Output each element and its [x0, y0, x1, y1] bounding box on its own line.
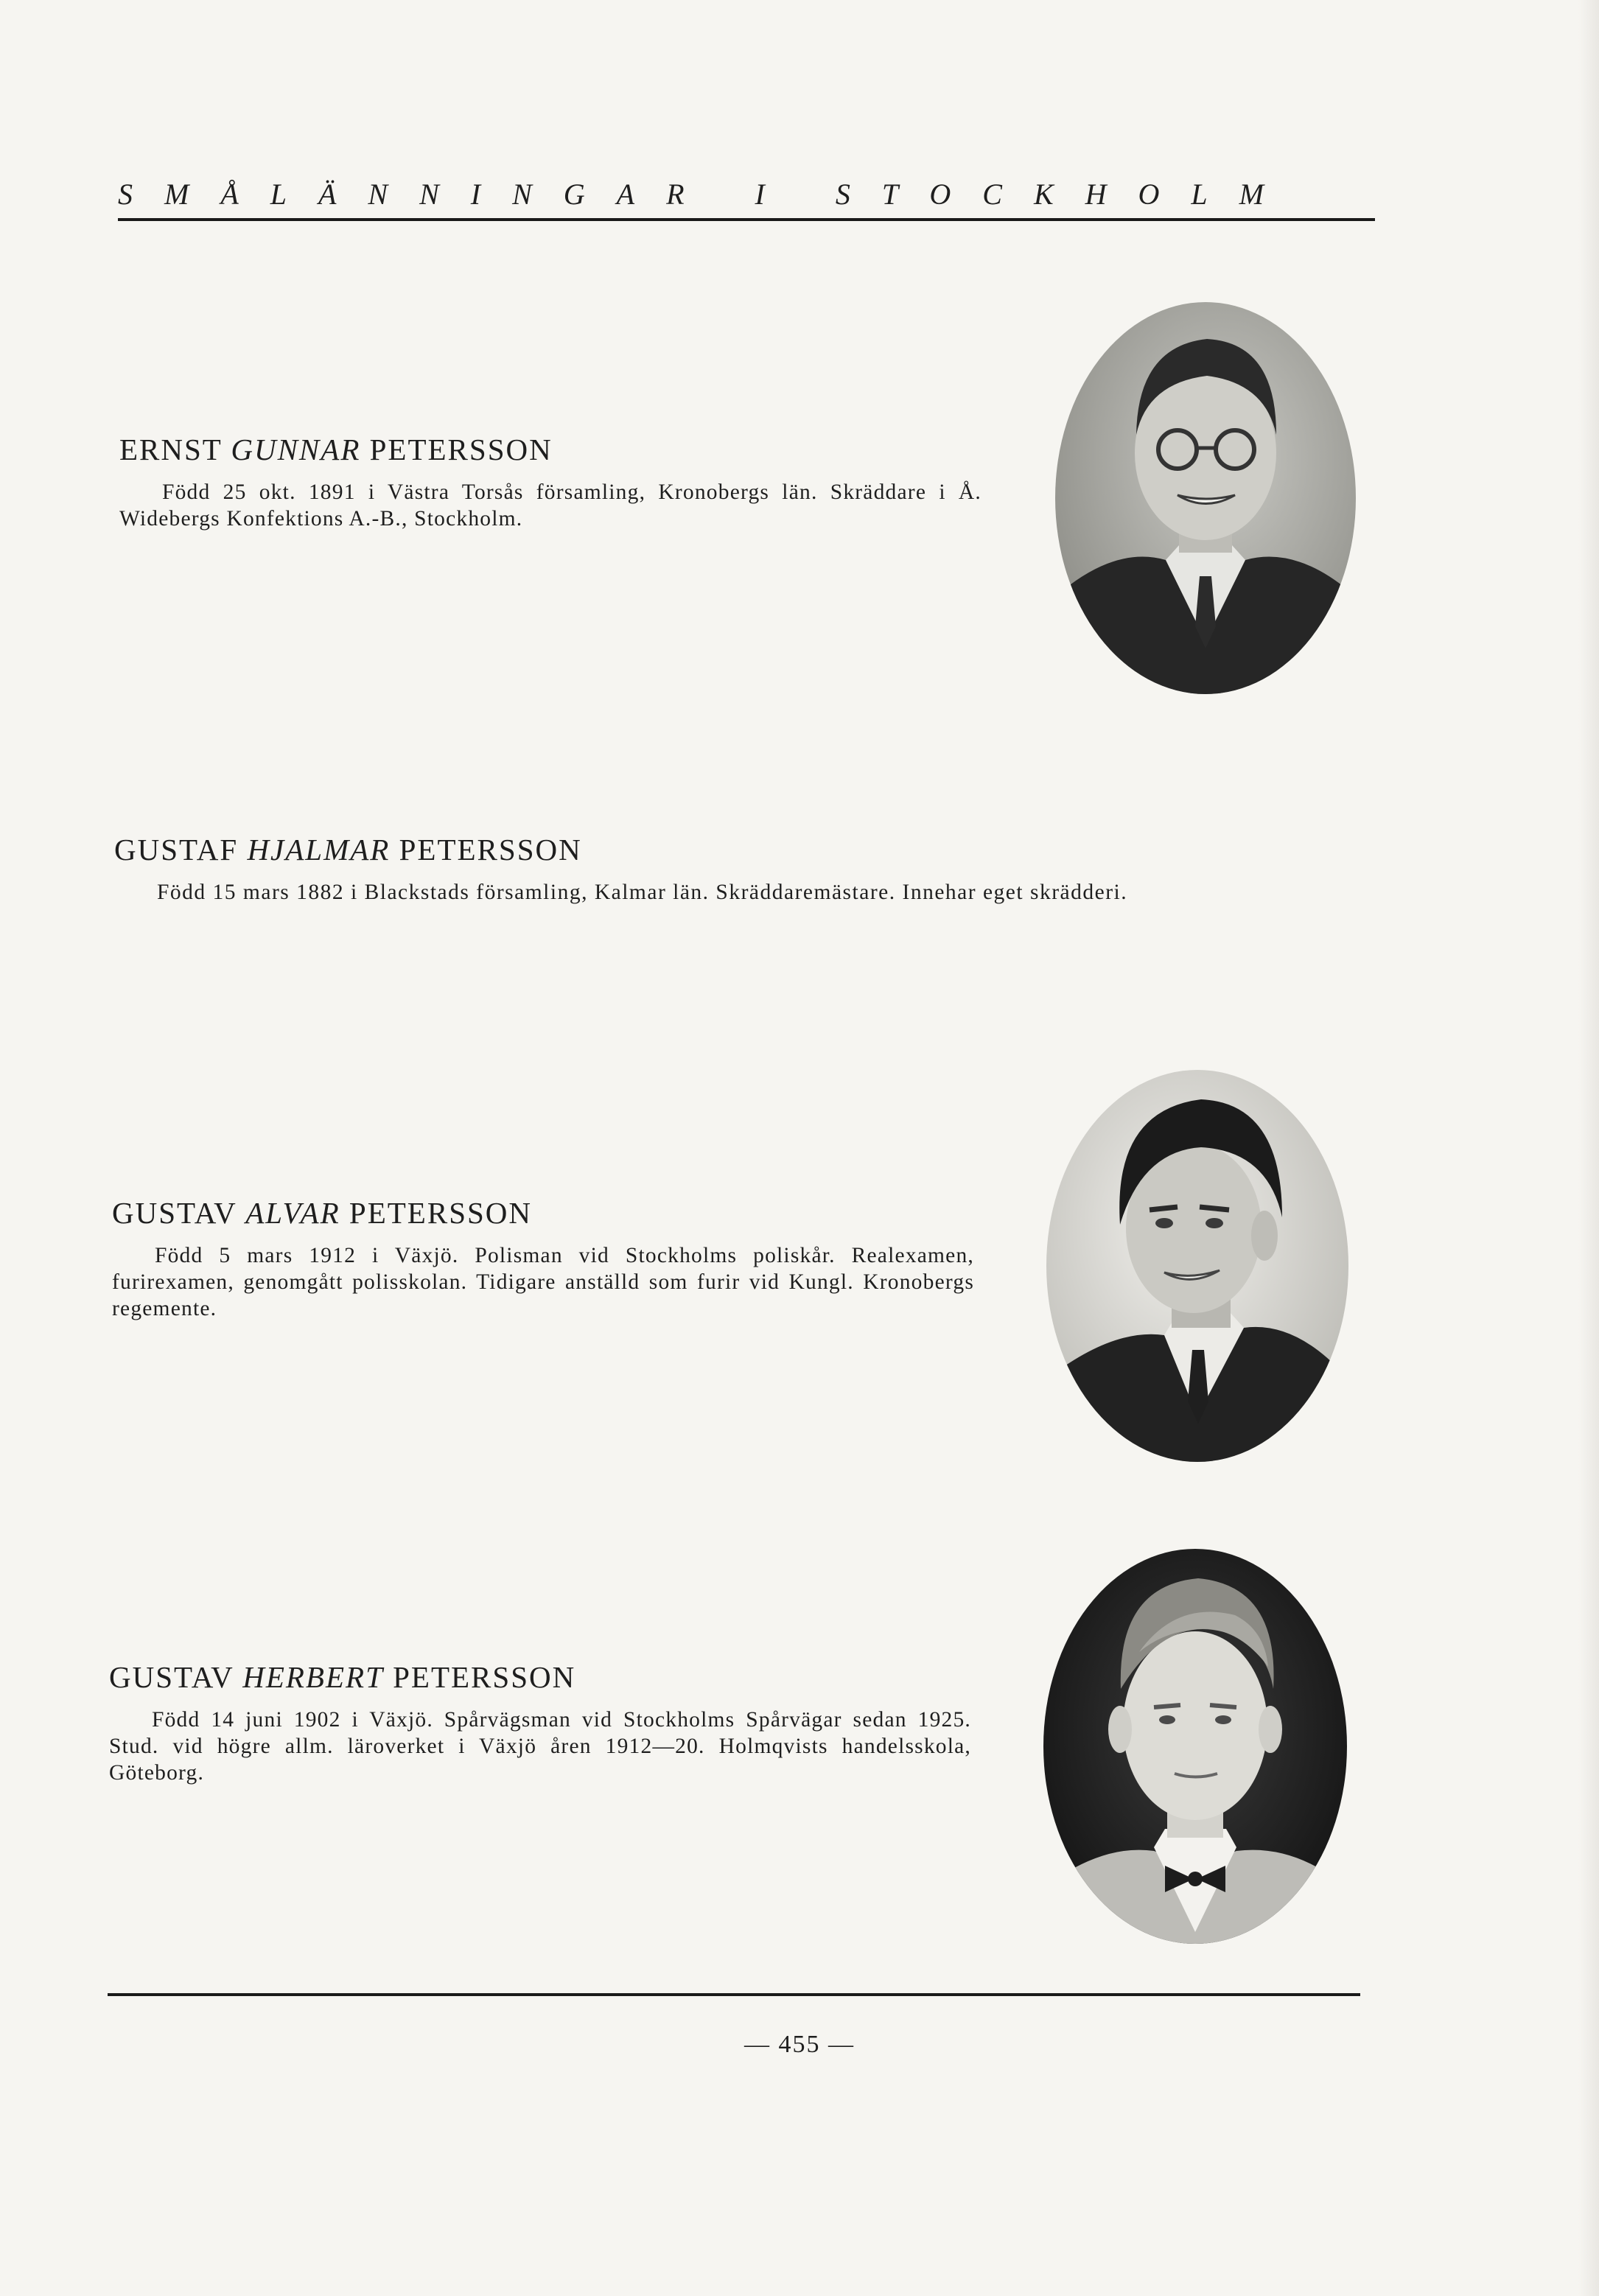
first-name: ERNST	[119, 433, 223, 466]
given-name: GUNNAR	[231, 433, 361, 466]
biography-entry	[114, 830, 1382, 906]
portrait-photo	[1055, 302, 1356, 694]
portrait-photo	[1043, 1549, 1347, 1944]
given-name: ALVAR	[245, 1196, 340, 1230]
page-edge-shadow	[1578, 0, 1599, 2296]
biography-entry	[119, 430, 982, 532]
running-head: SMÅLÄNNINGAR I STOCKHOLM	[118, 178, 1295, 211]
person-name	[114, 830, 1382, 869]
surname: PETERSSON	[399, 833, 582, 867]
given-name: HERBERT	[242, 1660, 384, 1694]
first-name: GUSTAF	[114, 833, 239, 867]
biography-text: Född 15 mars 1882 i Blackstads församling, Kalmar län. Skräddaremästare. Innehar eget skrädderi.	[157, 881, 1128, 904]
footer-rule	[108, 1993, 1360, 1996]
surname: PETERSSON	[393, 1660, 576, 1694]
given-name: HJALMAR	[247, 833, 391, 867]
first-name: GUSTAV	[112, 1196, 237, 1230]
portrait-photo	[1046, 1070, 1348, 1462]
person-name	[112, 1194, 974, 1232]
first-name: GUSTAV	[109, 1660, 234, 1694]
surname: PETERSSON	[369, 433, 553, 466]
biography-text: Född 25 okt. 1891 i Västra Torsås församling, Kronobergs län. Skräddare i Å. Widebergs Konfektions A.-B., Stockholm.	[119, 480, 982, 531]
person-name	[119, 430, 982, 469]
surname: PETERSSON	[349, 1196, 533, 1230]
biography-entry	[112, 1194, 974, 1322]
biography-text: Född 14 juni 1902 i Växjö. Spårvägsman vid Stockholms Spårvägar sedan 1925. Stud. vid högre allm. läroverket i Växjö åren 1912—20. Holmqvists handelsskola, Göteborg.	[109, 1708, 971, 1785]
header-rule	[118, 218, 1375, 221]
page-number: — 455 —	[744, 2031, 855, 2058]
biography-text: Född 5 mars 1912 i Växjö. Polisman vid Stockholms poliskår. Realexamen, furirexamen, genomgått polisskolan. Tidigare anställd som furir vid Kungl. Kronobergs regemente.	[112, 1244, 974, 1320]
biography-entry	[109, 1658, 971, 1786]
person-name	[109, 1658, 971, 1696]
